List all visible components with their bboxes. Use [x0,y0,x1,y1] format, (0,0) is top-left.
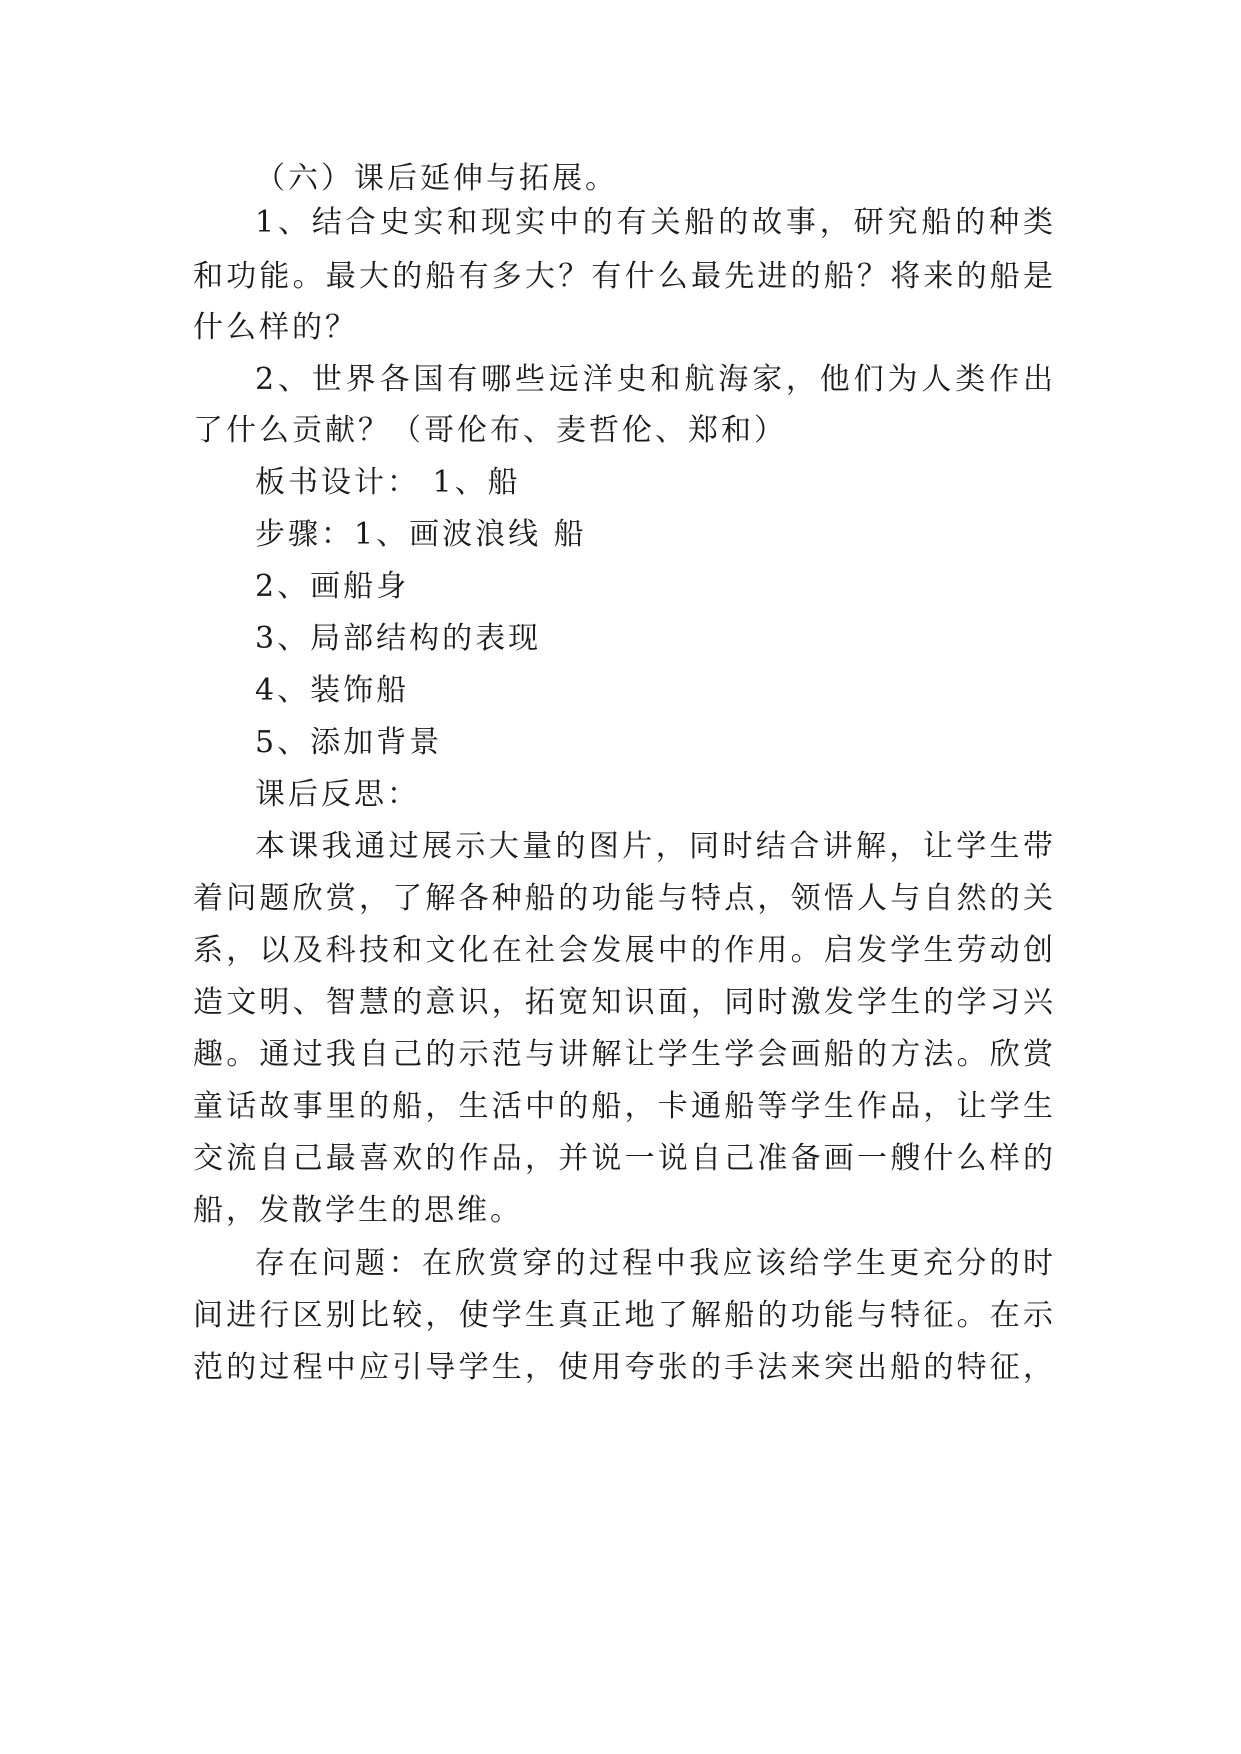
paragraph-line: 存在问题：在欣赏穿的过程中我应该给学生更充分的时 [255,1246,1053,1281]
paragraph-line: 着问题欣赏，了解各种船的功能与特点，领悟人与自然的关 [193,881,1053,916]
steps-line: 步骤：1、画波浪线 船 [255,517,587,552]
paragraph-line: 什么样的？ [193,310,358,345]
section-heading: （六）课后延伸与拓展。 [255,161,618,196]
paragraph-line: 趣。通过我自己的示范与讲解让学生学会画船的方法。欣赏 [193,1037,1053,1072]
paragraph-line: 1、结合史实和现实中的有关船的故事，研究船的种类 [255,205,1053,240]
step-item: 3、局部结构的表现 [255,621,542,656]
paragraph-line: 范的过程中应引导学生，使用夸张的手法来突出船的特征， [193,1350,1053,1385]
reflection-heading: 课后反思： [255,777,420,812]
step-item: 2、画船身 [255,569,410,604]
paragraph-line: 交流自己最喜欢的作品，并说一说自己准备画一艘什么样的 [193,1141,1053,1176]
paragraph-line: 船，发散学生的思维。 [193,1193,523,1228]
paragraph-line: 了什么贡献？（哥伦布、麦哲伦、郑和） [193,413,787,448]
step-item: 4、装饰船 [255,673,410,708]
paragraph-line: 2、世界各国有哪些远洋史和航海家，他们为人类作出 [255,362,1053,397]
board-design-label: 板书设计： 1、船 [255,465,521,500]
paragraph-line: 童话故事里的船，生活中的船，卡通船等学生作品，让学生 [193,1089,1053,1124]
step-item: 5、添加背景 [255,725,443,760]
paragraph-line: 系，以及科技和文化在社会发展中的作用。启发学生劳动创 [193,933,1053,968]
paragraph-line: 本课我通过展示大量的图片，同时结合讲解，让学生带 [255,829,1053,864]
paragraph-line: 造文明、智慧的意识，拓宽知识面，同时激发学生的学习兴 [193,985,1053,1020]
paragraph-line: 和功能。最大的船有多大？有什么最先进的船？将来的船是 [193,259,1053,294]
paragraph-line: 间进行区别比较，使学生真正地了解船的功能与特征。在示 [193,1298,1053,1333]
